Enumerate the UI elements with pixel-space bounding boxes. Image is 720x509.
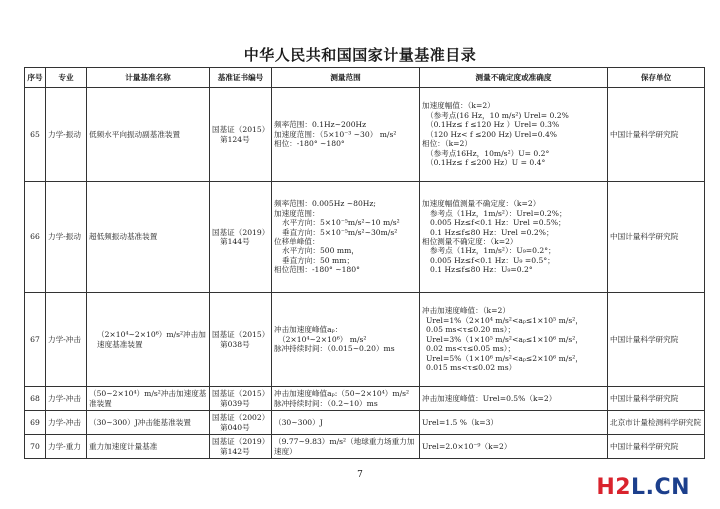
row-unit: 中国计量科学研究院 (608, 435, 705, 459)
page-number: 7 (357, 470, 363, 480)
range-line: （2×10⁴~2×10⁶） m/s² (278, 334, 367, 344)
row-cert (210, 435, 272, 459)
row-range (272, 293, 420, 387)
row-name: （50~2×10⁴）m/s²冲击加速度基准装置 (87, 387, 210, 411)
cert-line: 第040号 (220, 422, 250, 432)
uncert-line: 参考点（1Hz，1m/s²）：U₉=0.2°； (430, 246, 556, 256)
uncert-line: Urel=5%（1×10⁶ m/s²<aₚ≤2×10⁶ m/s²， (426, 353, 583, 363)
range-line: 频率范围：0.005Hz ~80Hz; (274, 199, 376, 209)
uncert-line: 0.05 ms<τ≤0.20 ms）； (426, 325, 516, 335)
cert-line: 第039号 (220, 398, 250, 408)
row-range (272, 411, 420, 435)
row-uncertainty (420, 182, 608, 293)
uncert-line: 加速度幅值：（k=2） (422, 101, 495, 111)
row-cert (210, 387, 272, 411)
row-no: 69 (25, 411, 46, 435)
range-line: 脉冲持续时间：（0.015~0.20）ms (274, 344, 395, 354)
range-line: 水平方向：500 mm， (282, 246, 359, 256)
header-uncertainty: 测量不确定度或准确度 (420, 68, 608, 88)
range-line: 相位范围：-180° ~180° (274, 265, 360, 275)
row-name: 超低频振动基准装置 (87, 182, 210, 293)
row-cert (210, 182, 272, 293)
row-range (272, 182, 420, 293)
row-uncertainty (420, 293, 608, 387)
uncert-line: （参考点16Hz，10m/s²）U= 0.2° (426, 148, 550, 158)
row-no: 66 (25, 182, 46, 293)
row-name: 重力加速度计量基准 (87, 435, 210, 459)
row-cert (210, 293, 272, 387)
uncert-line: 0.1 Hz≤f≤80 Hz：U₉=0.2° (430, 265, 533, 275)
row-uncertainty (420, 411, 608, 435)
row-unit: 北京市计量检测科学研究院 (608, 411, 705, 435)
cert-line: 国基证（2019） (212, 227, 270, 237)
uncert-line: （120 Hz< f ≤200 Hz) Urel=0.4% (426, 129, 558, 139)
cert-line: 国基证（2015） (212, 330, 270, 340)
uncert-line: 0.015 ms<τ≤0.02 ms） (426, 363, 517, 373)
range-line: 频率范围：0.1Hz~200Hz (274, 120, 367, 130)
cert-line: 国基证（2002） (212, 413, 270, 423)
range-line: （30~300）J (274, 417, 323, 427)
row-no: 70 (25, 435, 46, 459)
uncert-line: 0.005 Hz≤f<0.1 Hz：Urel =0.5%； (430, 218, 566, 228)
cert-line: 第144号 (220, 237, 250, 246)
standards-table (24, 67, 705, 459)
row-range (272, 387, 420, 411)
range-line: （9.77~9.83）m/s²（地球重力场重力加速度） (274, 437, 415, 456)
cert-line: 国基证（2015） (212, 125, 270, 135)
row-no: 65 (25, 88, 46, 182)
cert-line: 第038号 (220, 339, 250, 349)
cert-line: 第142号 (220, 446, 250, 456)
row-field: 力学-冲击 (46, 293, 87, 387)
row-field: 力学-冲击 (46, 387, 87, 411)
row-name: （2×10⁴~2×10⁶）m/s²冲击加速度基准装置 (87, 293, 210, 387)
row-unit: 中国计量科学研究院 (608, 387, 705, 411)
uncert-line: Urel=1%（2×10⁴ m/s²<aₚ≤1×10⁵ m/s²， (426, 315, 583, 325)
watermark-num: 2 (615, 475, 632, 500)
uncert-line: Urel=2.0×10⁻⁹（k=2） (422, 441, 512, 451)
range-line: 位移单峰值： (274, 237, 320, 246)
uncert-line: Urel=3%（1×10⁵ m/s²<aₚ≤1×10⁶ m/s²， (426, 334, 583, 344)
uncert-line: 冲击加速度峰值：Urel=0.5%（k=2） (422, 393, 557, 403)
row-field: 力学-振动 (46, 88, 87, 182)
table-row (25, 293, 705, 387)
uncert-line: 相位测量不确定度：（k=2） (422, 237, 518, 246)
row-field: 力学-冲击 (46, 411, 87, 435)
range-line: 冲击加速度峰值aₚ： (274, 325, 343, 335)
watermark-l: L (631, 475, 646, 500)
uncert-line: （参考点(16 Hz，10 m/s²) Urel= 0.2% (426, 110, 569, 120)
document-title: 中华人民共和国国家计量基准目录 (243, 46, 477, 64)
uncert-line: 冲击加速度峰值：（k=2） (422, 306, 510, 316)
cert-line: 国基证（2019） (212, 437, 270, 447)
row-field: 力学-振动 (46, 182, 87, 293)
row-uncertainty (420, 387, 608, 411)
uncert-line: 0.005 Hz≤f<0.1 Hz：U₉ =0.5°； (430, 255, 555, 265)
range-line: 加速度范围： (274, 208, 320, 218)
watermark-cn: CN (654, 475, 690, 500)
range-line: 垂直方向：5×10⁻⁵m/s²~30m/s² (282, 227, 398, 237)
header-unit: 保存单位 (608, 68, 705, 88)
range-line: 垂直方向：50 mm； (282, 255, 355, 265)
row-cert (210, 88, 272, 182)
header-range: 测量范围 (272, 68, 420, 88)
uncert-line: 0.02 ms<τ≤0.05 ms）； (426, 344, 516, 354)
table-header-row (25, 68, 705, 88)
cert-line: 国基证（2015） (212, 389, 270, 399)
header-no: 序号 (25, 68, 46, 88)
range-line: 脉冲持续时间：（0.2~10）ms (274, 398, 378, 408)
table-row (25, 435, 705, 459)
row-range (272, 88, 420, 182)
uncert-line: （0.1Hz≤ f ≤120 Hz ）Urel= 0.3% (426, 120, 560, 130)
uncert-line: （0.1Hz≤ f ≤200 Hz）U = 0.4° (426, 158, 546, 168)
uncert-line: 加速度幅值测量不确定度：（k=2） (422, 199, 541, 209)
watermark-dot: . (645, 475, 655, 500)
uncert-line: Urel=1.5 %（k=3） (422, 417, 499, 427)
row-no: 68 (25, 387, 46, 411)
header-cert: 基准证书编号 (210, 68, 272, 88)
row-field: 力学-重力 (46, 435, 87, 459)
range-line: 冲击加速度峰值aₚ:（50~2×10⁴）m/s² (274, 389, 410, 399)
row-unit: 中国计量科学研究院 (608, 88, 705, 182)
row-uncertainty (420, 435, 608, 459)
cert-line: 第124号 (220, 134, 250, 144)
header-name: 计量基准名称 (87, 68, 210, 88)
range-line: 相位：-180° ~180° (274, 139, 345, 149)
uncert-line: 相位：（k=2） (422, 139, 472, 149)
table-row (25, 387, 705, 411)
row-range (272, 435, 420, 459)
row-no: 67 (25, 293, 46, 387)
row-unit: 中国计量科学研究院 (608, 293, 705, 387)
range-line: 加速度范围：（5×10⁻³ ~30） m/s² (274, 129, 397, 139)
row-uncertainty (420, 88, 608, 182)
row-cert (210, 411, 272, 435)
uncert-line: 0.1 Hz≤f≤80 Hz：Urel =0.2%； (430, 227, 554, 237)
uncert-line: 参考点（1Hz，1m/s²）：Urel=0.2%； (430, 208, 567, 218)
row-name: 低频水平向振动副基准装置 (87, 88, 210, 182)
table-row (25, 182, 705, 293)
table-row (25, 88, 705, 182)
header-field: 专业 (46, 68, 87, 88)
row-unit: 中国计量科学研究院 (608, 182, 705, 293)
watermark-h: H (596, 475, 616, 500)
row-name: （30~300）J冲击能基准装置 (87, 411, 210, 435)
range-line: 水平方向：5×10⁻⁵m/s²~10 m/s² (282, 218, 400, 228)
site-watermark-logo (596, 475, 690, 500)
table-row (25, 411, 705, 435)
